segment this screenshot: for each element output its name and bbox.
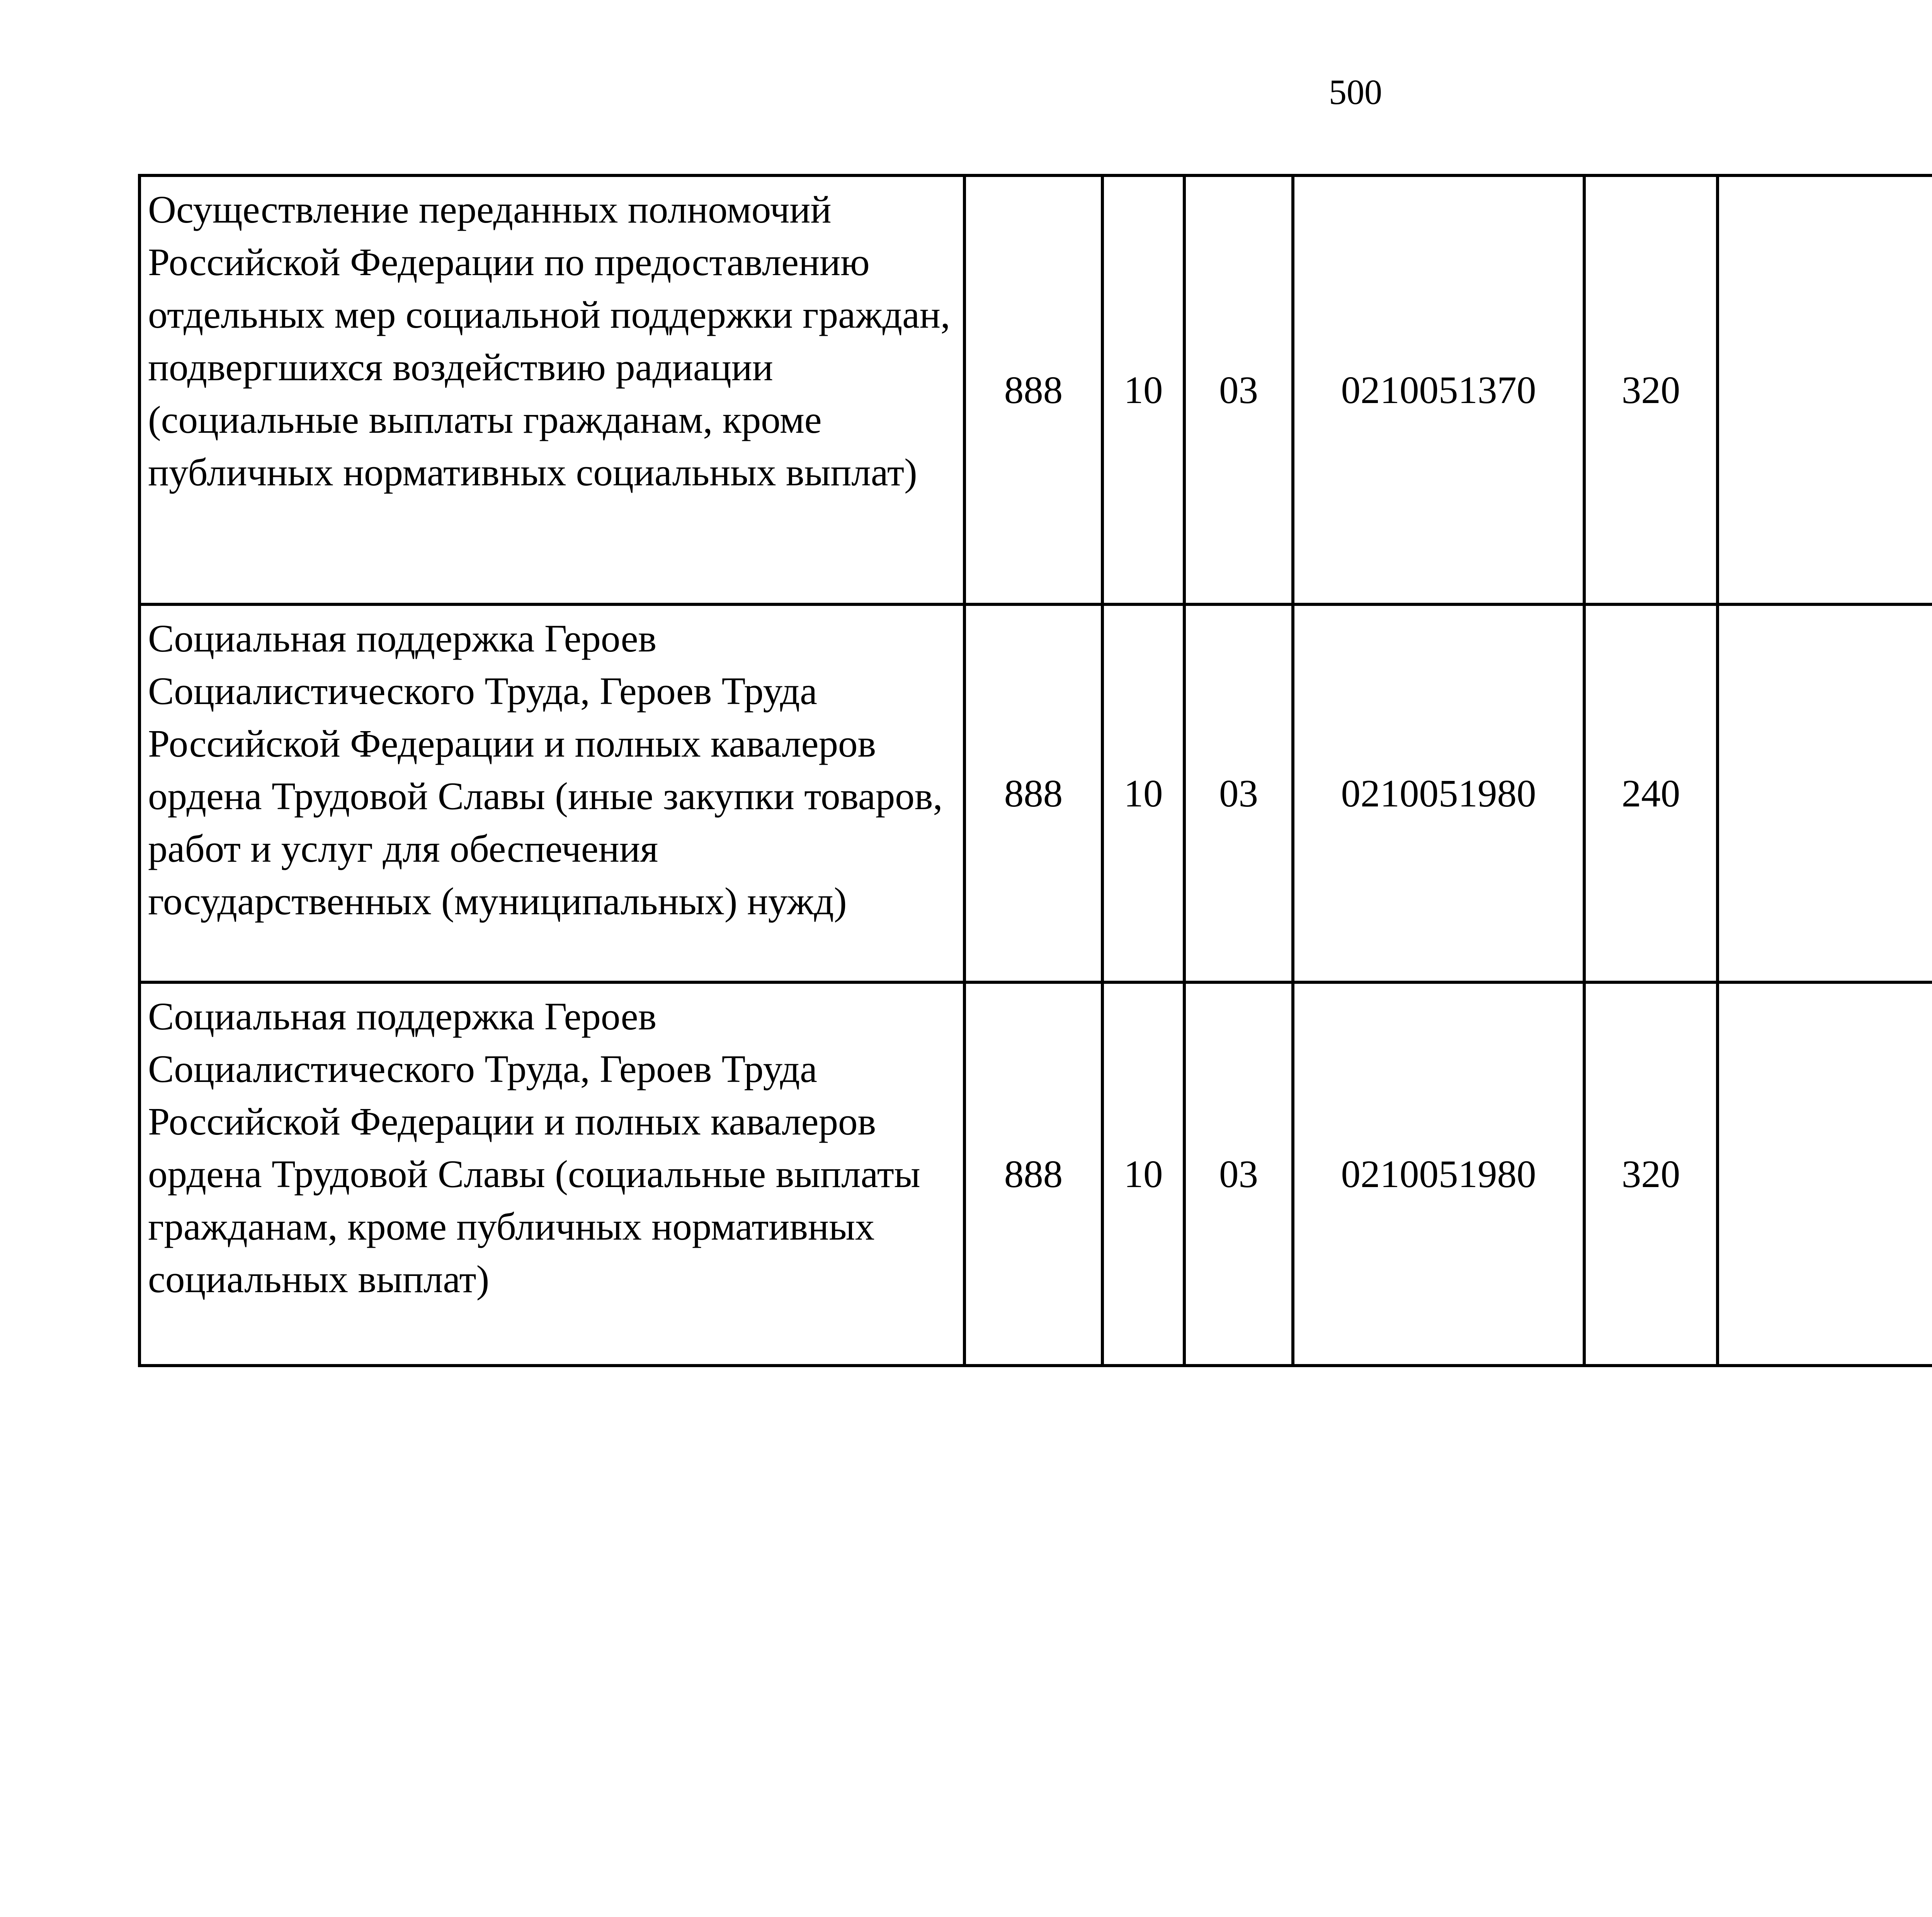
section-code-cell: 10 [1102, 175, 1184, 604]
amount-cell-1 [1718, 175, 1932, 604]
ministry-code-cell: 888 [964, 982, 1102, 1366]
row-name-cell: Осуществление переданных полномочий Российской Федерации по предоставлению отдельных мер социальной поддержки граждан, подвергшихся воздействию радиации (социальные выплаты гражданам, кроме публичных нормативных социальных выплат) [139, 175, 964, 604]
target-article-cell: 0210051980 [1293, 982, 1584, 1366]
row-name-cell: Социальная поддержка Героев Социалистического Труда, Героев Труда Российской Федерации и полных кавалеров ордена Трудовой Славы (иные закупки товаров, работ и услуг для обеспечения государственных (муниципальных) нужд) [139, 604, 964, 982]
row-name-cell: Социальная поддержка Героев Социалистического Труда, Героев Труда Российской Федерации и полных кавалеров ордена Трудовой Славы (социальные выплаты гражданам, кроме публичных нормативных социальных выплат) [139, 982, 964, 1366]
table-row [139, 604, 1932, 982]
target-article-cell: 0210051980 [1293, 604, 1584, 982]
ministry-code-cell: 888 [964, 175, 1102, 604]
expense-type-cell: 240 [1584, 604, 1718, 982]
page-number: 500 [1329, 72, 1382, 112]
table-row [139, 175, 1932, 604]
ministry-code-cell: 888 [964, 604, 1102, 982]
section-code-cell: 10 [1102, 604, 1184, 982]
expense-type-cell: 320 [1584, 982, 1718, 1366]
subsection-code-cell: 03 [1184, 604, 1293, 982]
budget-table [138, 174, 1932, 1367]
subsection-code-cell: 03 [1184, 982, 1293, 1366]
expense-type-cell: 320 [1584, 175, 1718, 604]
amount-cell-1 [1718, 604, 1932, 982]
table-row [139, 982, 1932, 1366]
target-article-cell: 0210051370 [1293, 175, 1584, 604]
subsection-code-cell: 03 [1184, 175, 1293, 604]
section-code-cell: 10 [1102, 982, 1184, 1366]
amount-cell-1 [1718, 982, 1932, 1366]
